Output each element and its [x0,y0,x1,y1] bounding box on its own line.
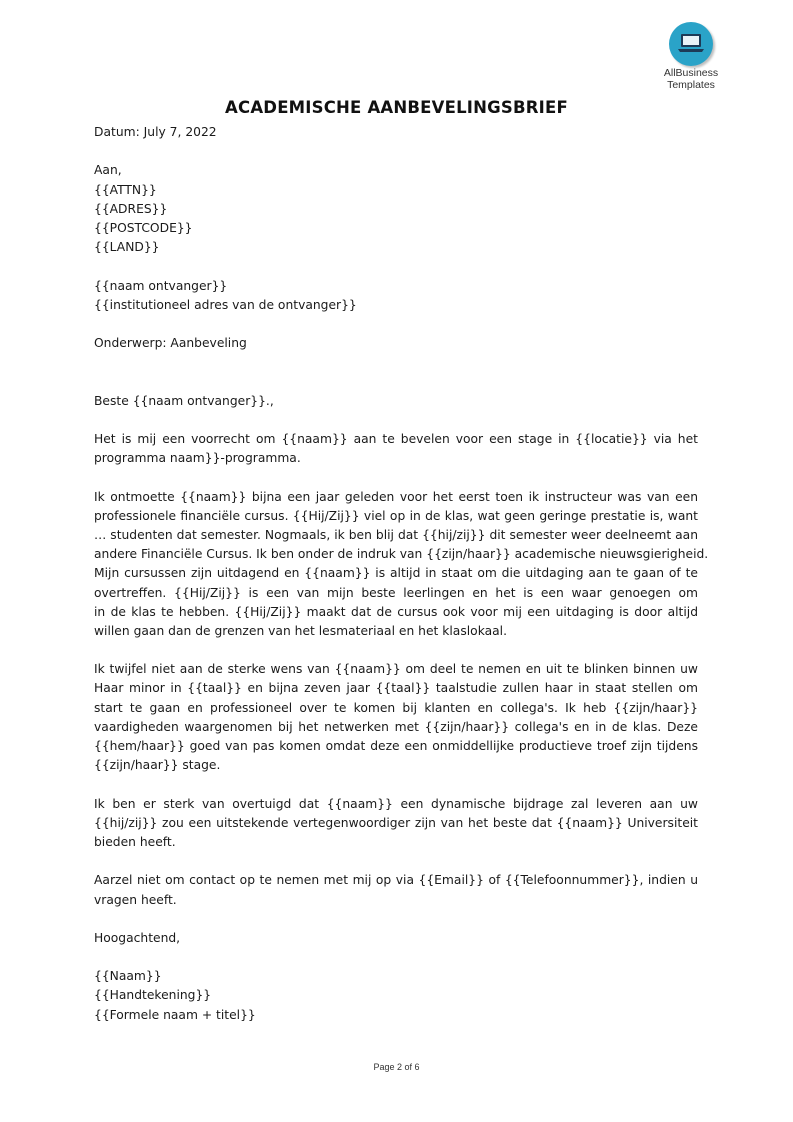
logo-text [656,67,726,91]
paragraph-line: {{hij/zij}} zou een uitstekende vertegenwoordiger zijn van het beste dat {{naam}} Universiteit [94,815,698,830]
paragraph-line: {{zijn/haar}} stage. [94,758,221,773]
paragraph-2 [94,488,709,642]
date-line: Datum: July 7, 2022 [94,125,217,139]
signature-line: {{Formele naam + titel}} [94,1007,256,1022]
paragraph-5 [94,871,698,909]
paragraph-line: Het is mij een voorrecht om {{naam}} aan te bevelen voor een stage in {{locatie}} via het [94,432,698,446]
paragraph-line: start te gaan en professioneel over te komen bij klanten en collega's. Ik heb {{zijn/haar}} [94,700,698,715]
address-block [94,161,698,257]
paragraph-line: willen gaan dan de grenzen van het lesmateriaal en het klaslokaal. [94,623,507,638]
address-line: {{POSTCODE}} [94,220,193,235]
closing: Hoogachtend, [94,930,181,945]
paragraph-line: {{hem/haar}} goed van pas komen omdat deze een onmiddellijke productieve troef zijn tijdens [94,739,698,753]
paragraph-line: andere Financiële Cursus. Ik ben onder de indruk van {{zijn/haar}} academische nieuwsgierigheid. [94,547,709,562]
address-line: {{ADRES}} [94,201,168,216]
paragraph-line: programma naam}}-programma. [94,451,301,466]
paragraph-line: Aarzel niet om contact op te nemen met mij op via {{Email}} of {{Telefoonnummer}}, indien u [94,873,698,888]
recipient-line: {{institutioneel adres van de ontvanger}} [94,297,357,312]
address-line: {{LAND}} [94,240,160,255]
recipient-line: {{naam ontvanger}} [94,278,228,293]
paragraph-1 [94,430,698,468]
address-line: Aan, [94,163,122,178]
document-title: ACADEMISCHE AANBEVELINGSBRIEF [225,98,568,117]
logo-line-1: AllBusiness [663,67,719,79]
paragraph-line: Haar minor in {{taal}} en bijna zeven jaar {{taal}} taalstudie zullen haar in staat stellen om [94,681,698,696]
letter-body [94,123,709,1025]
recipient-block [94,277,698,315]
address-line: {{ATTN}} [94,182,157,197]
paragraph-line: Ik ontmoette {{naam}} bijna een jaar geleden voor het eerst toen ik instructeur was van een [94,489,698,504]
paragraph-line: vragen heeft. [94,892,177,907]
logo-line-2: Templates [667,79,715,91]
paragraph-line: … studenten dat semester. Nogmaals, ik ben blij dat {{hij/zij}} dit semester weer deelneemt aan [94,527,698,542]
salutation: Beste {{naam ontvanger}}., [94,393,274,408]
subject-line: Onderwerp: Aanbeveling [94,336,247,351]
paragraph-line: overtreffen. {{Hij/Zij}} is een van mijn beste leerlingen en het is een waar genoegen om [94,585,698,600]
signature-line: {{Naam}} [94,969,162,984]
laptop-icon [669,22,713,66]
paragraph-line: vaardigheden waargenomen bij het netwerken met {{zijn/haar}} collega's en in de klas. Deze [94,719,698,734]
paragraph-line: professionele financiële cursus. {{Hij/Zij}} viel op in de klas, wat geen geringe prestatie is, want [94,508,698,523]
paragraph-3 [94,660,698,775]
paragraph-4 [94,795,698,853]
signature-block [94,967,698,1025]
paragraph-line: Ik twijfel niet aan de sterke wens van {{naam}} om deel te nemen en uit te blinken binnen uw [94,662,698,677]
paragraph-line: Ik ben er sterk van overtuigd dat {{naam}} een dynamische bijdrage zal leveren aan uw [94,796,698,811]
signature-line: {{Handtekening}} [94,988,212,1003]
logo [656,22,726,91]
paragraph-line: Mijn cursussen zijn uitdagend en {{naam}} is altijd in staat om die uitdaging aan te gaan of te [94,566,698,581]
paragraph-line: bieden heeft. [94,834,176,849]
page-number: Page 2 of 6 [373,1062,420,1072]
paragraph-line: in de klas te hebben. {{Hij/Zij}} maakt dat de cursus ook voor mij een uitdaging is door altijd [94,604,698,619]
